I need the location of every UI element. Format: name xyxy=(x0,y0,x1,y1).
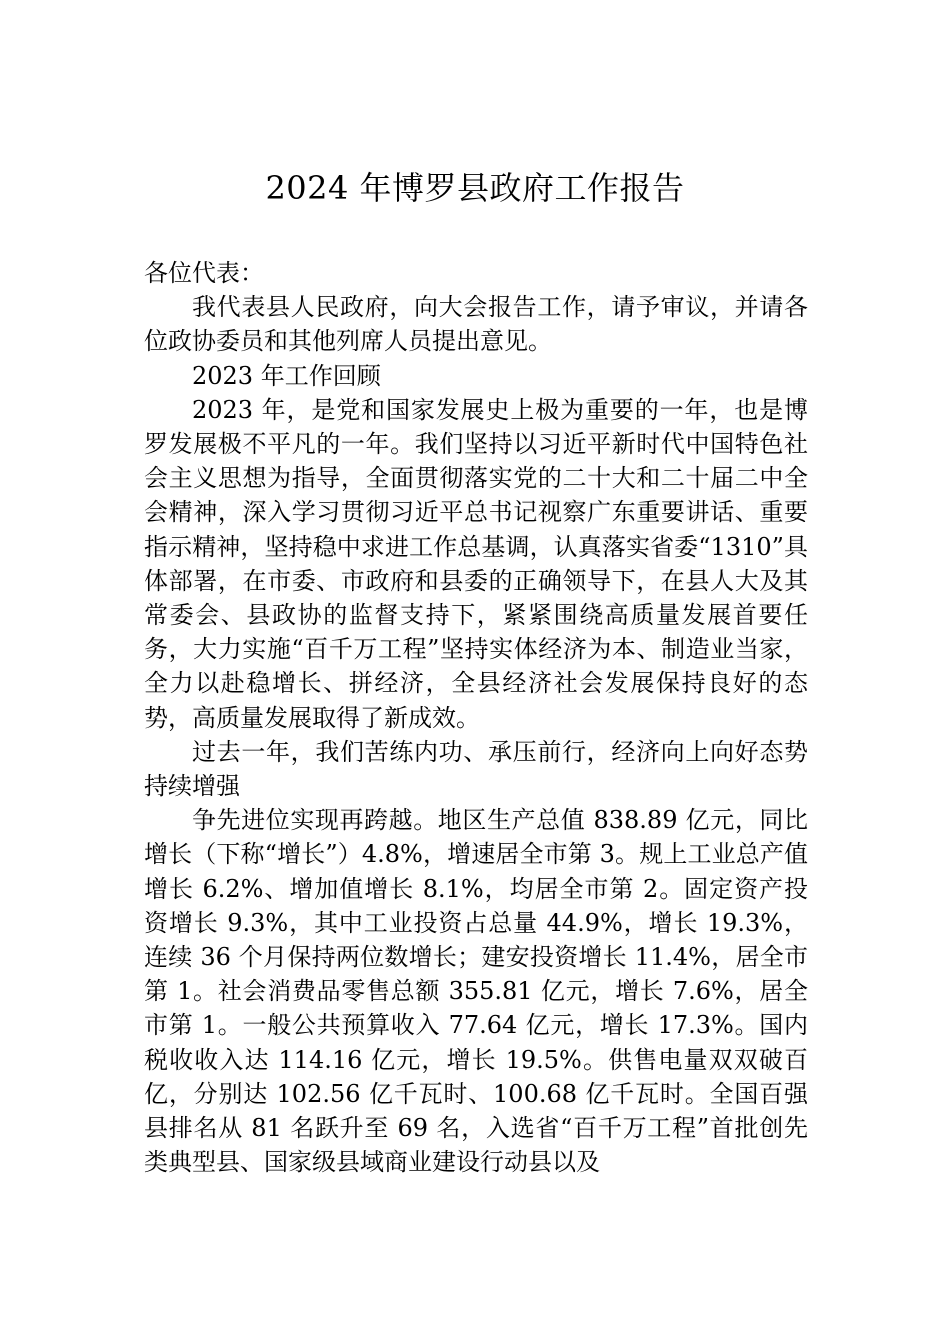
paragraph-economy: 争先进位实现再跨越。地区生产总值 838.89 亿元，同比增长（下称“增长”）4.8%，增速居全市第 3。规上工业总产值增长 6.2%、增加值增长 8.1%，均居全市第 2。固定资产投资增长 9.3%，其中工业投资占总量 44.9%，增长 19.3%，连续 36 个月保持两位数增长；建安投资增长 11.4%，居全市第 1。社会消费品零售总额 355.81 亿元，增长 7.6%，居全市第 1。一般公共预算收入 77.64 亿元，增长 17.3%。国内税收收入达 114.16 亿元，增长 19.5%。供售电量双双破百亿，分别达 102.56 亿千瓦时、100.68 亿千瓦时。全国百强县排名从 81 名跃升至 69 名，入选省“百千万工程”首批创先类典型县、国家级县域商业建设行动县以及 xyxy=(144,806,808,1177)
document-title: 2024 年博罗县政府工作报告 xyxy=(265,169,685,207)
salutation: 各位代表： xyxy=(144,259,264,287)
paragraph-subheading: 过去一年，我们苦练内功、承压前行，经济向上向好态势持续增强 xyxy=(144,737,808,801)
paragraph-overview: 2023 年，是党和国家发展史上极为重要的一年，也是博罗发展极不平凡的一年。我们坚持以习近平新时代中国特色社会主义思想为指导，全面贯彻落实党的二十大和二十届二中全会精神，深入学习贯彻习近平总书记视察广东重要讲话、重要指示精神，坚持稳中求进工作总基调，认真落实省委“1310”具体部署，在市委、市政府和县委的正确领导下，在县人大及其常委会、县政协的监督支持下，紧紧围绕高质量发展首要任务，大力实施“百千万工程”坚持实体经济为本、制造业当家，全力以赴稳增长、拼经济，全县经济社会发展保持良好的态势，高质量发展取得了新成效。 xyxy=(144,395,808,732)
paragraph-intro: 我代表县人民政府，向大会报告工作，请予审议，并请各位政协委员和其他列席人员提出意见。 xyxy=(144,293,808,356)
section-heading-review: 2023 年工作回顾 xyxy=(192,361,381,390)
document-body xyxy=(144,256,808,1179)
